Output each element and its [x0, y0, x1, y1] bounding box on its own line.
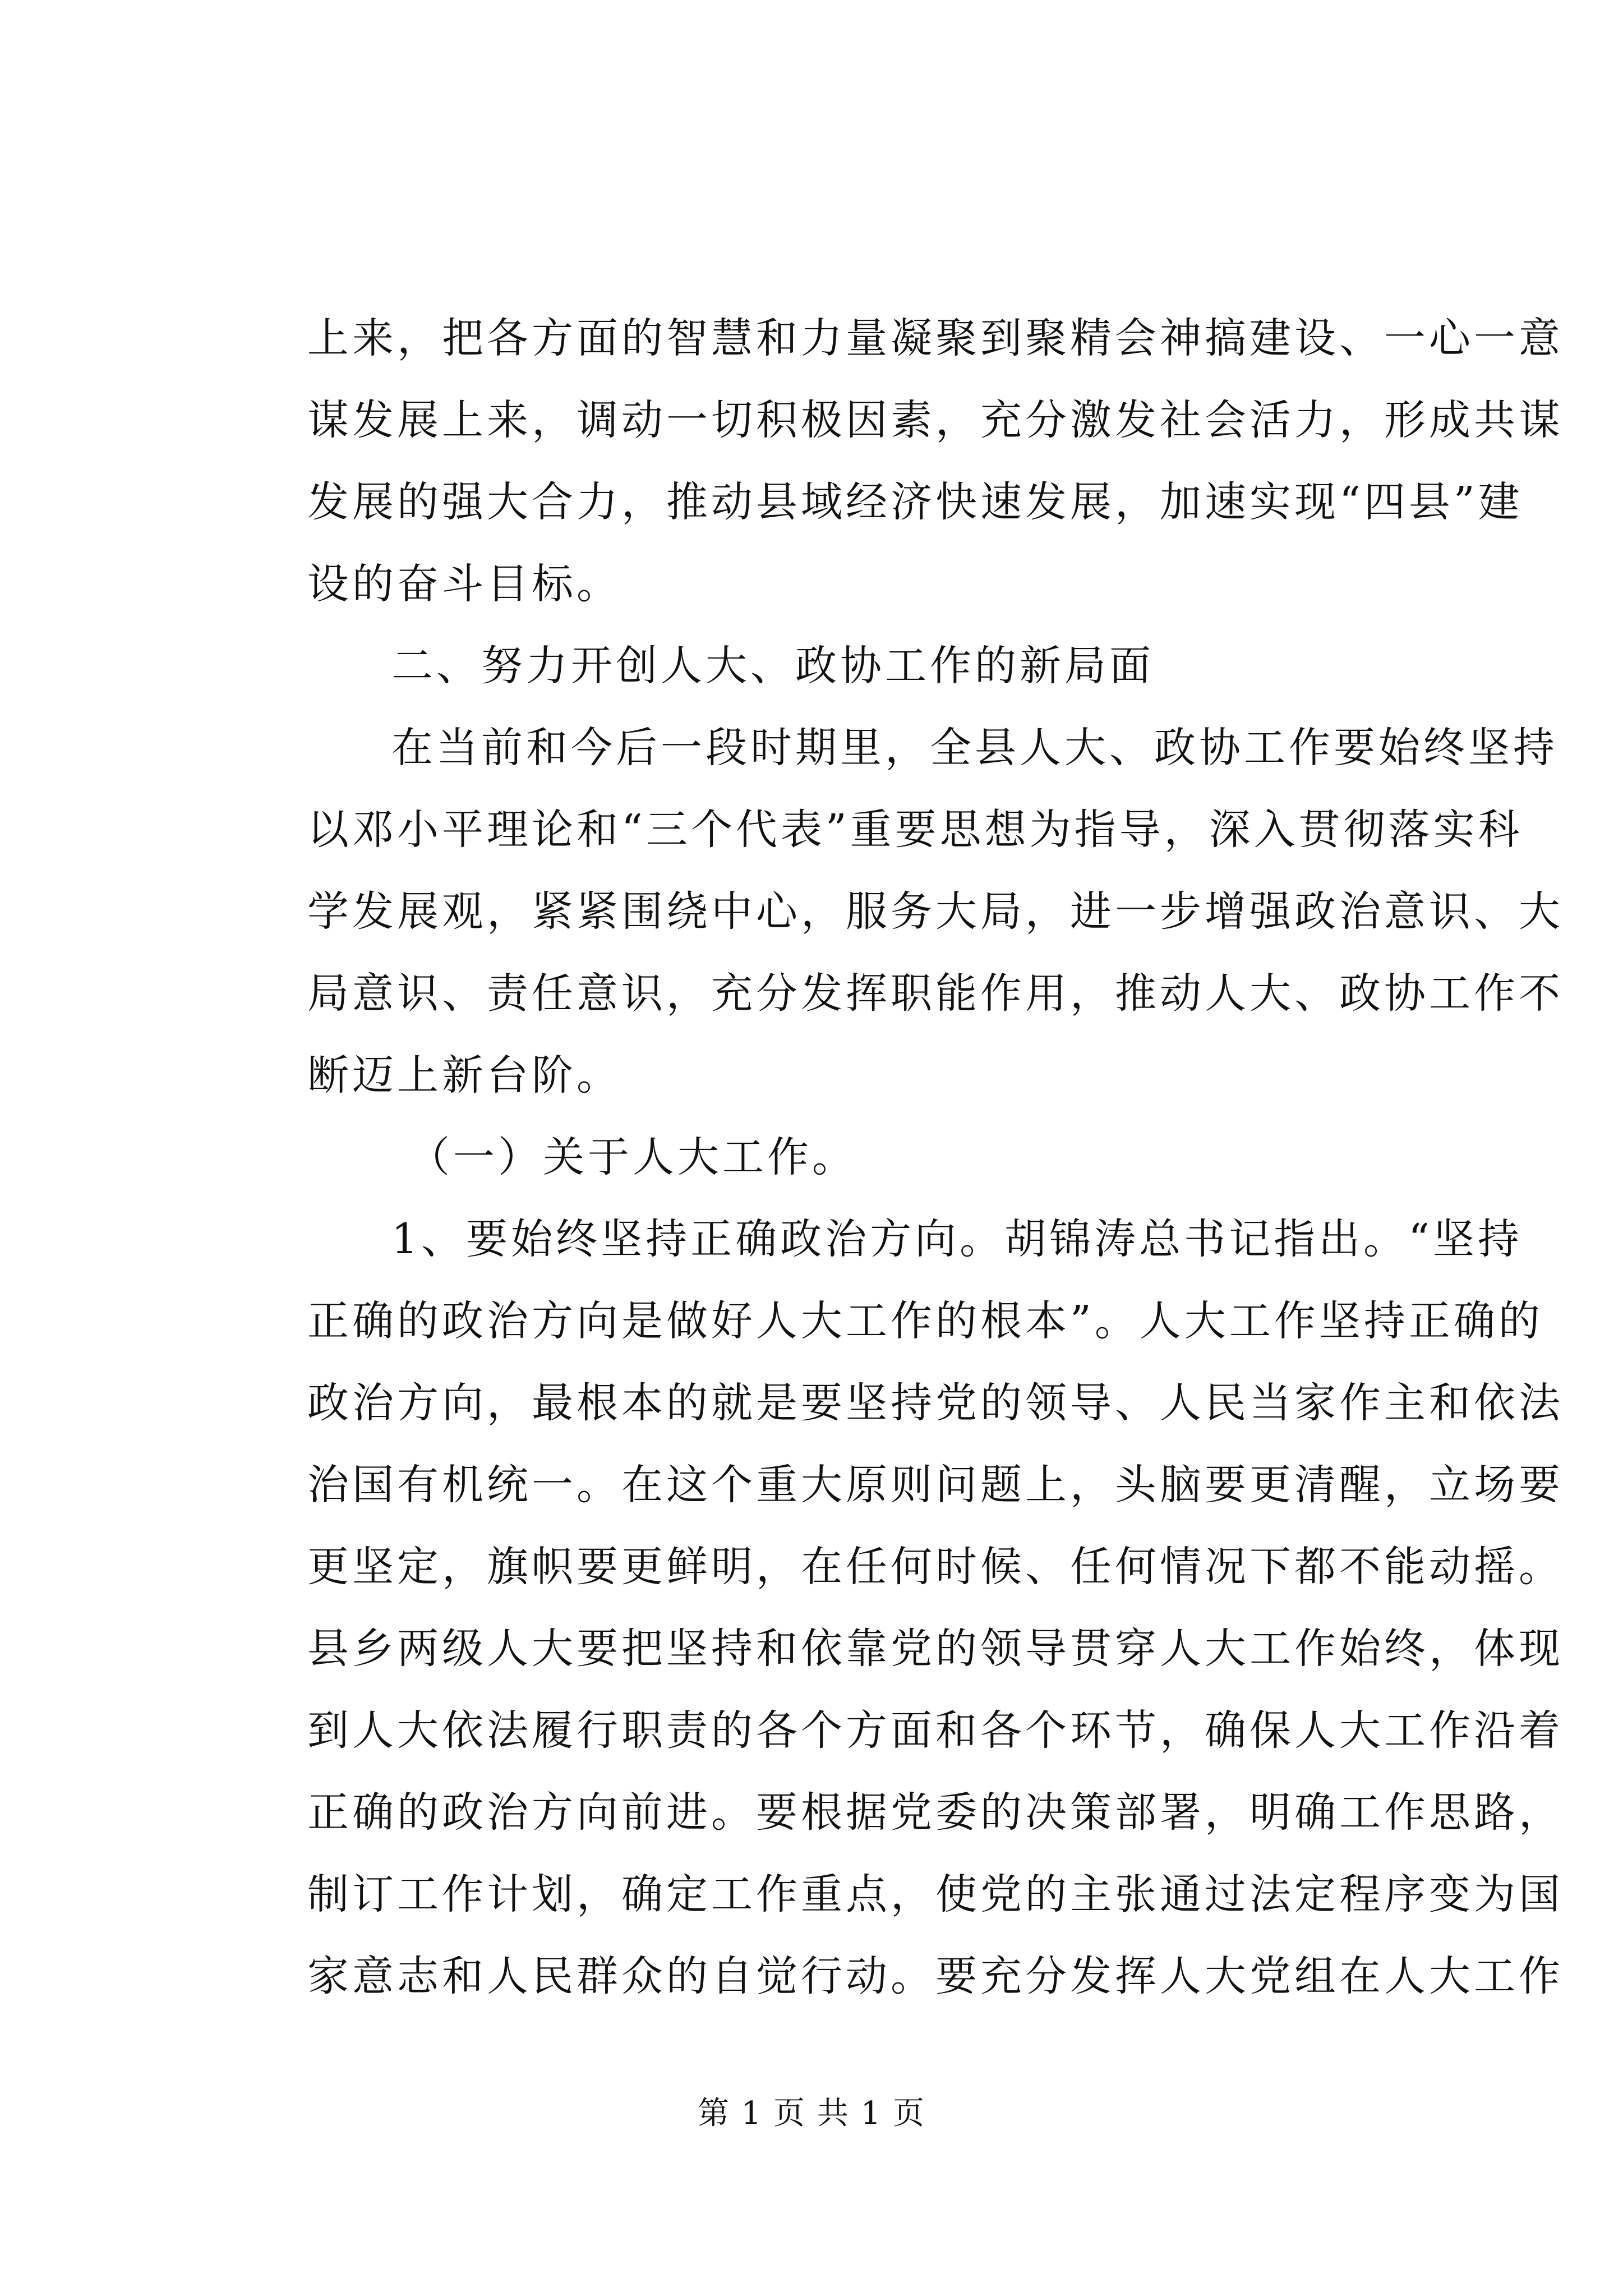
text-line: 发展的强大合力，推动县域经济快速发展，加速实现“四县”建: [307, 478, 1523, 526]
text-line: 断迈上新台阶。: [307, 1051, 621, 1099]
text-line: 正确的政治方向是做好人大工作的根本”。人大工作坚持正确的: [307, 1297, 1543, 1345]
text-line: 更坚定，旗帜要更鲜明，在任何时候、任何情况下都不能动摇。: [307, 1543, 1564, 1591]
text-line: 上来，把各方面的智慧和力量凝聚到聚精会神搞建设、一心一意: [307, 314, 1564, 362]
text-line: 谋发展上来，调动一切积极因素，充分激发社会活力，形成共谋: [307, 396, 1564, 444]
text-line: 正确的政治方向前进。要根据党委的决策部署，明确工作思路，: [307, 1788, 1564, 1837]
text-line: 局意识、责任意识，充分发挥职能作用，推动人大、政协工作不: [307, 969, 1564, 1018]
text-line: 以邓小平理论和“三个代表”重要思想为指导，深入贯彻落实科: [307, 806, 1523, 854]
text-line: 到人大依法履行职责的各个方面和各个环节，确保人大工作沿着: [307, 1706, 1564, 1755]
section-heading: 二、努力开创人大、政协工作的新局面: [391, 642, 1154, 690]
text-line: 治国有机统一。在这个重大原则问题上，头脑要更清醒，立场要: [307, 1461, 1564, 1509]
text-line: 在当前和今后一段时期里，全县人大、政协工作要始终坚持: [391, 724, 1558, 772]
subsection-heading: （一）关于人大工作。: [408, 1133, 857, 1181]
text-line: 1、要始终坚持正确政治方向。胡锦涛总书记指出。“坚持: [391, 1215, 1523, 1263]
text-line: 制订工作计划，确定工作重点，使党的主张通过法定程序变为国: [307, 1870, 1564, 1918]
text-line: 政治方向，最根本的就是要坚持党的领导、人民当家作主和依法: [307, 1379, 1564, 1427]
page-number-footer: 第 1 页 共 1 页: [697, 2095, 926, 2132]
text-line: 家意志和人民群众的自觉行动。要充分发挥人大党组在人大工作: [307, 1952, 1564, 2000]
text-line: 县乡两级人大要把坚持和依靠党的领导贯穿人大工作始终，体现: [307, 1625, 1564, 1673]
document-body: [307, 297, 1564, 2017]
text-line: 学发展观，紧紧围绕中心，服务大局，进一步增强政治意识、大: [307, 887, 1564, 936]
text-line: 设的奋斗目标。: [307, 560, 621, 608]
